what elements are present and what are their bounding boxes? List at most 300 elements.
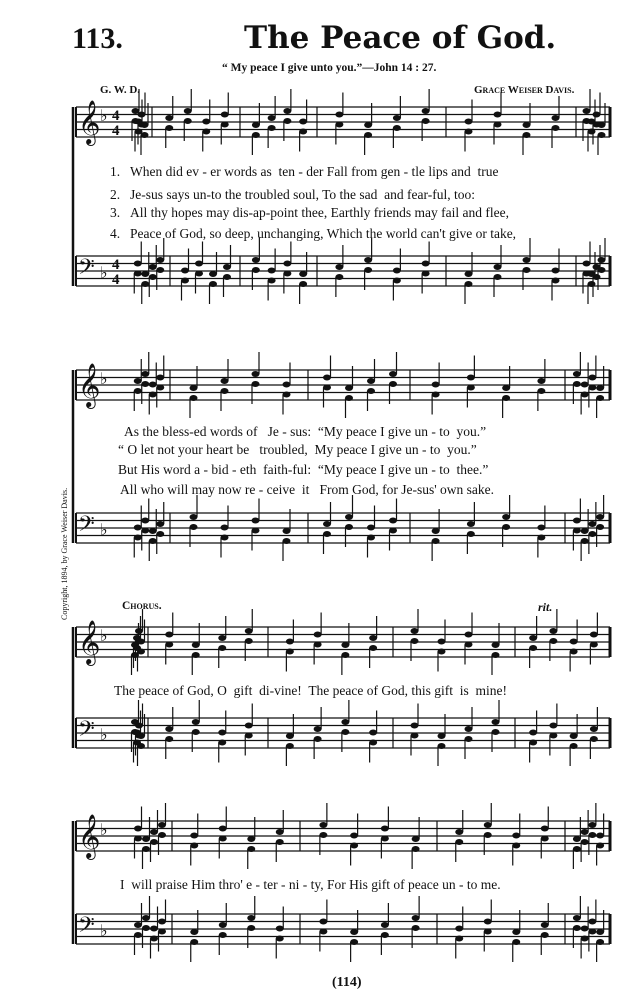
- note-head: [142, 925, 150, 931]
- note-head: [184, 118, 192, 124]
- note-head: [364, 122, 372, 128]
- note-head: [141, 281, 149, 287]
- note-head: [393, 268, 401, 274]
- note-head: [389, 528, 397, 534]
- note-head: [156, 257, 164, 263]
- note-head: [158, 929, 166, 935]
- note-head: [190, 939, 198, 945]
- note-head: [299, 281, 307, 287]
- note-head: [245, 638, 253, 644]
- note-head: [184, 108, 192, 114]
- note-head: [221, 122, 229, 128]
- note-head: [141, 371, 149, 377]
- note-head: [219, 932, 227, 938]
- note-head: [455, 936, 463, 942]
- note-head: [268, 268, 276, 274]
- note-head: [223, 264, 231, 270]
- note-head: [412, 915, 420, 921]
- note-head: [573, 528, 581, 534]
- note-head: [134, 922, 142, 928]
- note-head: [141, 518, 149, 524]
- note-head: [218, 740, 226, 746]
- note-head: [467, 385, 475, 391]
- treble-clef-icon: 𝄞: [78, 363, 101, 407]
- note-head: [335, 274, 343, 280]
- note-head: [137, 649, 145, 655]
- treble-clef-icon: 𝄞: [78, 814, 101, 858]
- note-head: [283, 118, 291, 124]
- note-head: [150, 839, 158, 845]
- note-head: [181, 268, 189, 274]
- note-head: [512, 939, 520, 945]
- note-head: [541, 932, 549, 938]
- note-head: [598, 257, 606, 263]
- note-head: [596, 514, 604, 520]
- note-head: [596, 843, 604, 849]
- note-head: [149, 528, 157, 534]
- note-head: [583, 261, 591, 267]
- note-head: [286, 743, 294, 749]
- note-head: [141, 271, 149, 277]
- note-head: [335, 264, 343, 270]
- note-head: [245, 628, 253, 634]
- note-head: [583, 108, 591, 114]
- note-head: [134, 271, 142, 277]
- note-head: [588, 385, 596, 391]
- flat-sign-icon: ♭: [100, 263, 108, 282]
- note-head: [432, 392, 440, 398]
- note-head: [345, 514, 353, 520]
- note-head: [381, 932, 389, 938]
- note-head: [190, 929, 198, 935]
- note-head: [492, 719, 500, 725]
- note-head: [364, 267, 372, 273]
- note-head: [190, 524, 198, 530]
- note-head: [593, 274, 601, 280]
- note-head: [588, 832, 596, 838]
- note-head: [492, 642, 500, 648]
- note-head: [412, 846, 420, 852]
- note-head: [276, 829, 284, 835]
- note-head: [135, 628, 143, 634]
- note-head: [411, 638, 419, 644]
- note-head: [598, 132, 606, 138]
- note-head: [367, 378, 375, 384]
- note-head: [192, 652, 200, 658]
- note-head: [190, 385, 198, 391]
- note-head: [598, 122, 606, 128]
- note-head: [581, 392, 589, 398]
- note-head: [190, 514, 198, 520]
- note-head: [588, 129, 596, 135]
- note-head: [165, 125, 173, 131]
- note-head: [422, 271, 430, 277]
- note-head: [573, 836, 581, 842]
- note-head: [590, 726, 598, 732]
- note-head: [286, 639, 294, 645]
- time-signature: 4: [112, 257, 120, 273]
- note-head: [465, 281, 473, 287]
- note-head: [549, 628, 557, 634]
- note-head: [588, 281, 596, 287]
- note-head: [149, 274, 157, 280]
- note-head: [156, 375, 164, 381]
- note-head: [276, 926, 284, 932]
- note-head: [570, 733, 578, 739]
- note-head: [570, 743, 578, 749]
- note-head: [581, 829, 589, 835]
- scripture-reference: “ My peace I give unto you.”—John 14 : 27.: [222, 62, 437, 74]
- note-head: [364, 257, 372, 263]
- note-head: [512, 843, 520, 849]
- note-head: [467, 521, 475, 527]
- bass-clef-icon: 𝄢: [78, 717, 95, 747]
- note-head: [432, 528, 440, 534]
- note-head: [165, 115, 173, 121]
- note-head: [590, 632, 598, 638]
- note-head: [345, 385, 353, 391]
- hymn-title: The Peace of God.: [244, 20, 557, 56]
- note-head: [596, 395, 604, 401]
- note-head: [221, 535, 229, 541]
- note-head: [341, 652, 349, 658]
- note-head: [134, 535, 142, 541]
- flat-sign-icon: ♭: [100, 626, 108, 645]
- note-head: [221, 525, 229, 531]
- note-head: [484, 822, 492, 828]
- note-head: [369, 730, 377, 736]
- note-head: [588, 375, 596, 381]
- note-head: [590, 736, 598, 742]
- note-head: [221, 112, 229, 118]
- note-head: [512, 929, 520, 935]
- note-head: [276, 936, 284, 942]
- note-head: [484, 919, 492, 925]
- note-head: [283, 392, 291, 398]
- note-head: [350, 843, 358, 849]
- note-head: [581, 839, 589, 845]
- note-head: [190, 843, 198, 849]
- note-head: [245, 723, 253, 729]
- note-head: [141, 528, 149, 534]
- note-head: [537, 378, 545, 384]
- note-head: [195, 271, 203, 277]
- note-head: [438, 733, 446, 739]
- note-head: [192, 642, 200, 648]
- note-head: [581, 528, 589, 534]
- note-head: [393, 125, 401, 131]
- note-head: [134, 826, 142, 832]
- note-head: [252, 518, 260, 524]
- flat-sign-icon: ♭: [100, 820, 108, 839]
- note-head: [588, 919, 596, 925]
- note-head: [134, 388, 142, 394]
- note-head: [523, 122, 531, 128]
- note-head: [192, 729, 200, 735]
- note-head: [314, 642, 322, 648]
- note-head: [541, 922, 549, 928]
- note-head: [141, 132, 149, 138]
- note-head: [588, 531, 596, 537]
- verse-4-line-a: 4. Peace of God, so deep, unchanging, Which the world can't give or take,: [110, 226, 517, 241]
- note-head: [268, 278, 276, 284]
- note-head: [149, 264, 157, 270]
- flat-sign-icon: ♭: [100, 106, 108, 125]
- note-head: [596, 939, 604, 945]
- note-head: [467, 375, 475, 381]
- note-head: [465, 642, 473, 648]
- note-head: [286, 733, 294, 739]
- note-head: [369, 645, 377, 651]
- note-head: [202, 129, 210, 135]
- note-head: [319, 832, 327, 838]
- note-head: [137, 639, 145, 645]
- verse-4-line-b: All who will may now re - ceive it From God, for Je-sus' own sake.: [120, 482, 494, 497]
- note-head: [581, 538, 589, 544]
- note-head: [134, 932, 142, 938]
- note-head: [588, 822, 596, 828]
- note-head: [573, 381, 581, 387]
- note-head: [268, 115, 276, 121]
- verse-3-line-a: 3. All thy hopes may dis-ap-point thee, Earthly friends may fail and flee,: [110, 205, 510, 220]
- note-head: [134, 261, 142, 267]
- note-head: [252, 132, 260, 138]
- note-head: [165, 736, 173, 742]
- note-head: [283, 528, 291, 534]
- verse-2-line-a: 2. Je-sus says un-to the troubled soul, To the sad and fear-ful, too:: [110, 187, 475, 202]
- note-head: [218, 645, 226, 651]
- note-head: [465, 119, 473, 125]
- note-head: [393, 278, 401, 284]
- note-head: [369, 740, 377, 746]
- note-head: [156, 521, 164, 527]
- note-head: [142, 915, 150, 921]
- treble-clef-icon: 𝄞: [78, 620, 101, 664]
- note-head: [389, 371, 397, 377]
- note-head: [341, 719, 349, 725]
- note-head: [438, 743, 446, 749]
- note-head: [438, 649, 446, 655]
- note-head: [319, 822, 327, 828]
- note-head: [596, 929, 604, 935]
- note-head: [465, 736, 473, 742]
- note-head: [467, 531, 475, 537]
- time-signature: 4: [112, 272, 120, 288]
- flat-sign-icon: ♭: [100, 520, 108, 539]
- note-head: [573, 846, 581, 852]
- note-head: [323, 521, 331, 527]
- note-head: [252, 267, 260, 273]
- note-head: [523, 257, 531, 263]
- note-head: [422, 118, 430, 124]
- note-head: [156, 531, 164, 537]
- note-head: [364, 132, 372, 138]
- note-head: [134, 836, 142, 842]
- note-head: [455, 926, 463, 932]
- note-head: [323, 385, 331, 391]
- note-head: [549, 733, 557, 739]
- note-head: [181, 278, 189, 284]
- note-head: [537, 388, 545, 394]
- note-head: [438, 639, 446, 645]
- note-head: [422, 261, 430, 267]
- note-head: [190, 833, 198, 839]
- note-head: [218, 730, 226, 736]
- note-head: [549, 638, 557, 644]
- note-head: [573, 518, 581, 524]
- note-head: [465, 129, 473, 135]
- note-head: [314, 726, 322, 732]
- note-head: [581, 382, 589, 388]
- flat-sign-icon: ♭: [100, 921, 108, 940]
- note-head: [494, 274, 502, 280]
- note-head: [455, 829, 463, 835]
- note-head: [502, 524, 510, 530]
- note-head: [593, 112, 601, 118]
- note-head: [367, 535, 375, 541]
- note-head: [283, 538, 291, 544]
- hymn-number: 113.: [72, 22, 123, 55]
- note-head: [149, 392, 157, 398]
- note-head: [570, 639, 578, 645]
- note-head: [345, 524, 353, 530]
- note-head: [218, 635, 226, 641]
- note-head: [502, 385, 510, 391]
- note-head: [596, 385, 604, 391]
- note-head: [465, 726, 473, 732]
- note-head: [219, 826, 227, 832]
- note-head: [465, 271, 473, 277]
- note-head: [529, 645, 537, 651]
- time-signature: 4: [112, 123, 120, 139]
- note-head: [247, 846, 255, 852]
- note-head: [598, 267, 606, 273]
- chorus-line-1: The peace of God, O gift di-vine! The peace of God, this gift is mine!: [114, 683, 508, 698]
- note-head: [190, 395, 198, 401]
- note-head: [299, 129, 307, 135]
- note-head: [141, 122, 149, 128]
- note-head: [268, 125, 276, 131]
- note-head: [588, 521, 596, 527]
- note-head: [581, 936, 589, 942]
- note-head: [412, 925, 420, 931]
- note-head: [165, 632, 173, 638]
- time-signature: 4: [112, 108, 120, 124]
- note-head: [276, 839, 284, 845]
- note-head: [221, 378, 229, 384]
- note-head: [523, 267, 531, 273]
- note-head: [573, 371, 581, 377]
- note-head: [252, 528, 260, 534]
- note-head: [158, 919, 166, 925]
- note-head: [209, 281, 217, 287]
- note-head: [596, 524, 604, 530]
- note-head: [432, 538, 440, 544]
- note-head: [552, 115, 560, 121]
- verse-3-line-b: But His word a - bid - eth faith-ful: “My peace I give un - to thee.”: [118, 462, 489, 477]
- note-head: [283, 271, 291, 277]
- verse-2-line-b: “ O let not your heart be troubled, My peace I give un - to you.”: [118, 442, 477, 457]
- note-head: [252, 257, 260, 263]
- note-head: [314, 632, 322, 638]
- note-head: [247, 915, 255, 921]
- note-head: [455, 839, 463, 845]
- note-head: [135, 723, 143, 729]
- note-head: [247, 836, 255, 842]
- verse-1-line-a: 1. When did ev - er words as ten - der Fall from gen - tle lips and true: [110, 164, 499, 179]
- note-head: [465, 632, 473, 638]
- note-head: [549, 723, 557, 729]
- chorus-line-2: I will praise Him thro' e - ter - ni - ty, For His gift of peace un - to me.: [120, 877, 501, 892]
- note-head: [252, 371, 260, 377]
- note-head: [134, 378, 142, 384]
- note-head: [350, 939, 358, 945]
- flat-sign-icon: ♭: [100, 725, 108, 744]
- note-head: [529, 740, 537, 746]
- note-head: [484, 929, 492, 935]
- note-head: [432, 382, 440, 388]
- note-head: [283, 382, 291, 388]
- treble-clef-icon: 𝄞: [78, 100, 101, 144]
- note-head: [137, 743, 145, 749]
- note-head: [341, 642, 349, 648]
- note-head: [412, 836, 420, 842]
- note-head: [381, 836, 389, 842]
- note-head: [389, 381, 397, 387]
- note-head: [149, 538, 157, 544]
- bass-clef-icon: 𝄢: [78, 913, 95, 943]
- note-head: [319, 919, 327, 925]
- author-name: Grace Weiser Davis.: [474, 84, 575, 96]
- note-head: [523, 132, 531, 138]
- note-head: [221, 388, 229, 394]
- page-number: (114): [332, 975, 362, 990]
- note-head: [158, 832, 166, 838]
- copyright-notice: Copyright, 1894, by Grace Weiser Davis.: [60, 487, 69, 620]
- note-head: [335, 112, 343, 118]
- note-head: [323, 531, 331, 537]
- note-head: [350, 929, 358, 935]
- note-head: [245, 733, 253, 739]
- note-head: [335, 122, 343, 128]
- note-head: [552, 278, 560, 284]
- note-head: [350, 833, 358, 839]
- note-head: [529, 730, 537, 736]
- note-head: [219, 922, 227, 928]
- note-head: [209, 271, 217, 277]
- note-head: [299, 271, 307, 277]
- note-head: [202, 119, 210, 125]
- note-head: [494, 122, 502, 128]
- note-head: [341, 729, 349, 735]
- note-head: [494, 112, 502, 118]
- author-initials: G. W. D.: [100, 84, 141, 96]
- note-head: [192, 719, 200, 725]
- note-head: [319, 929, 327, 935]
- note-head: [137, 733, 145, 739]
- note-head: [345, 395, 353, 401]
- verse-1-line-b: As the bless-ed words of Je - sus: “My peace I give un - to you.”: [124, 424, 487, 439]
- note-head: [367, 525, 375, 531]
- chorus-label: Chorus.: [122, 600, 162, 612]
- note-head: [142, 846, 150, 852]
- note-head: [252, 122, 260, 128]
- note-head: [541, 836, 549, 842]
- note-head: [552, 268, 560, 274]
- note-head: [150, 829, 158, 835]
- tempo-mark: rit.: [538, 600, 553, 614]
- note-head: [494, 264, 502, 270]
